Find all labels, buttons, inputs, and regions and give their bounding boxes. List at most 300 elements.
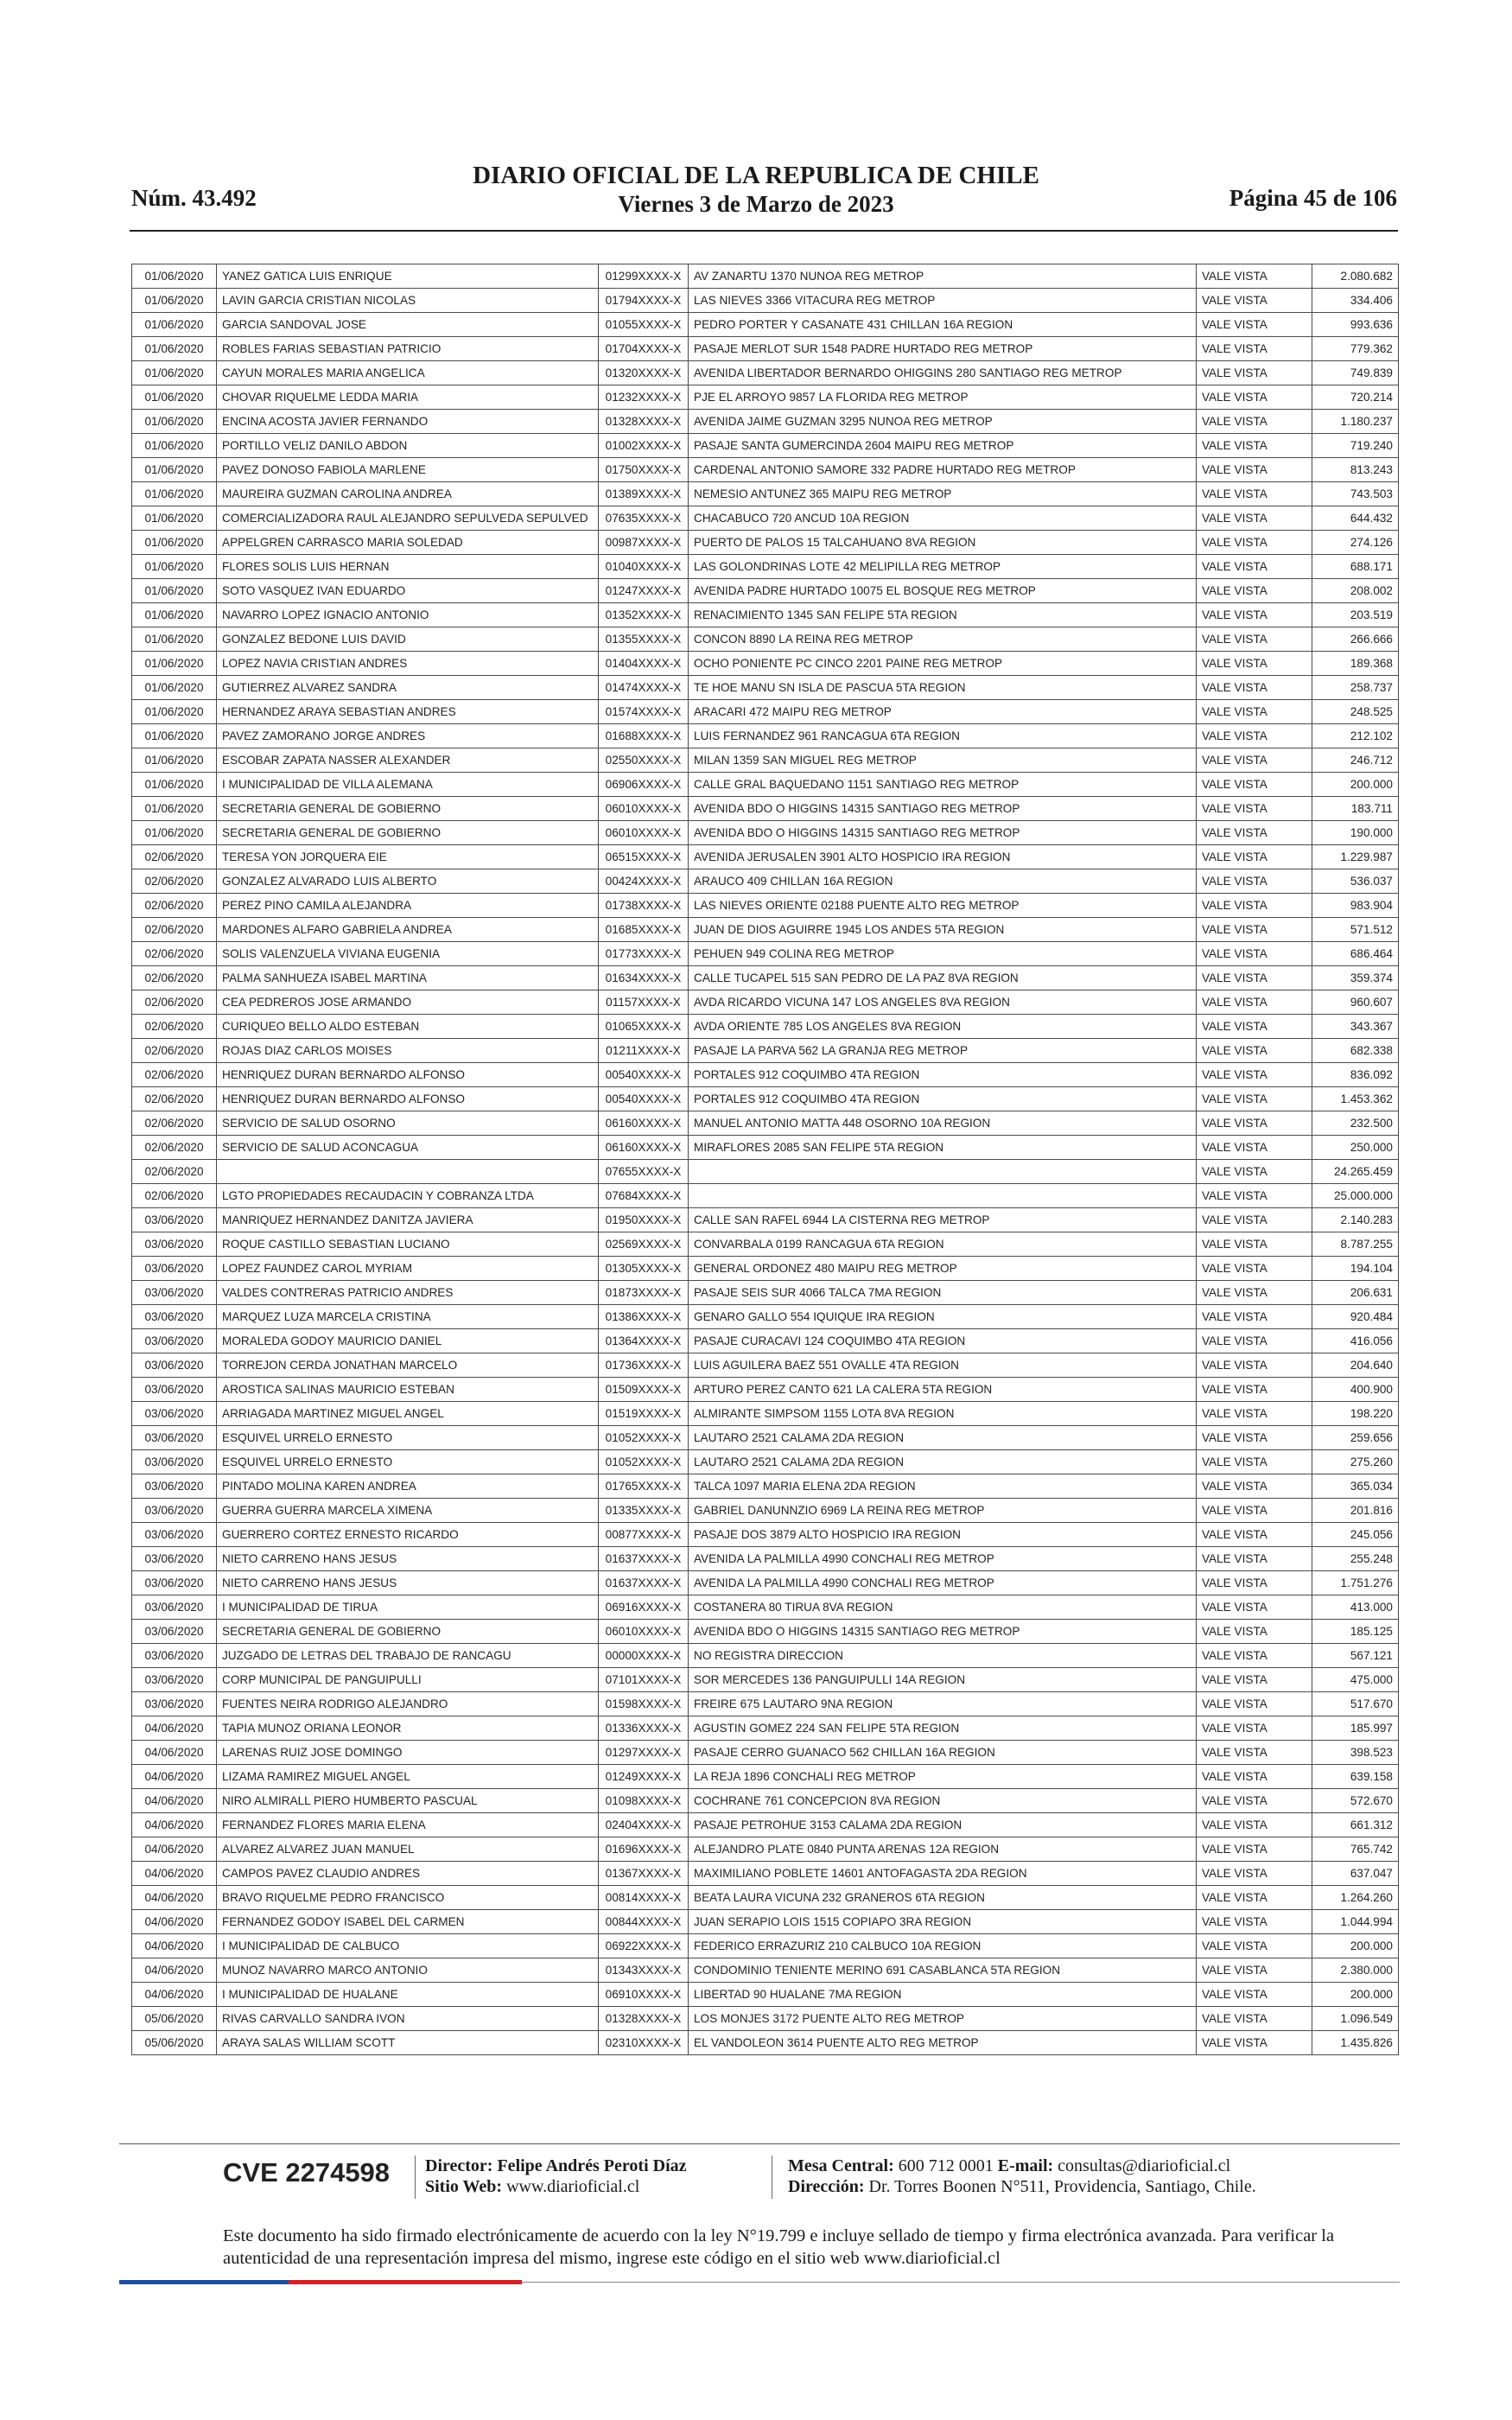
payment-date: 01/06/2020: [132, 652, 217, 676]
rut-masked: 00540XXXX-X: [599, 1063, 689, 1087]
payment-method: VALE VISTA: [1197, 1692, 1312, 1716]
beneficiary-name: VALDES CONTRERAS PATRICIO ANDRES: [217, 1281, 599, 1305]
address: ARTURO PEREZ CANTO 621 LA CALERA 5TA REGION: [689, 1378, 1197, 1402]
payment-date: 03/06/2020: [132, 1329, 217, 1353]
address: PASAJE SEIS SUR 4066 TALCA 7MA REGION: [689, 1281, 1197, 1305]
amount: 24.265.459: [1312, 1160, 1399, 1184]
table-row: [132, 1741, 1399, 1765]
payment-date: 03/06/2020: [132, 1474, 217, 1499]
rut-masked: 07101XXXX-X: [599, 1668, 689, 1692]
table-row: [132, 724, 1399, 748]
address: AVENIDA LA PALMILLA 4990 CONCHALI REG METROP: [689, 1571, 1197, 1595]
rut-masked: 01474XXXX-X: [599, 676, 689, 700]
beneficiary-name: LOPEZ FAUNDEZ CAROL MYRIAM: [217, 1257, 599, 1281]
rut-masked: 01509XXXX-X: [599, 1378, 689, 1402]
payment-date: 01/06/2020: [132, 579, 217, 603]
payment-date: 01/06/2020: [132, 748, 217, 773]
address: GABRIEL DANUNNZIO 6969 LA REINA REG METROP: [689, 1499, 1197, 1523]
payment-method: VALE VISTA: [1197, 1063, 1312, 1087]
amount: 200.000: [1312, 773, 1399, 797]
beneficiary-name: GARCIA SANDOVAL JOSE: [217, 313, 599, 337]
payment-method: VALE VISTA: [1197, 1305, 1312, 1329]
address: MIRAFLORES 2085 SAN FELIPE 5TA REGION: [689, 1136, 1197, 1160]
payment-date: 01/06/2020: [132, 724, 217, 748]
rut-masked: 07684XXXX-X: [599, 1184, 689, 1208]
beneficiary-name: SECRETARIA GENERAL DE GOBIERNO: [217, 1620, 599, 1644]
amount: 960.607: [1312, 990, 1399, 1015]
payments-table-body: [132, 264, 1399, 2055]
beneficiary-name: I MUNICIPALIDAD DE HUALANE: [217, 1983, 599, 2007]
beneficiary-name: SOLIS VALENZUELA VIVIANA EUGENIA: [217, 942, 599, 966]
rut-masked: 01297XXXX-X: [599, 1741, 689, 1765]
table-row: [132, 1547, 1399, 1571]
amount: 637.047: [1312, 1862, 1399, 1886]
payment-date: 01/06/2020: [132, 531, 217, 555]
payment-method: VALE VISTA: [1197, 1910, 1312, 1934]
address: PASAJE CERRO GUANACO 562 CHILLAN 16A REGION: [689, 1741, 1197, 1765]
flag-bar: [119, 2280, 1400, 2284]
address: AVENIDA PADRE HURTADO 10075 EL BOSQUE REG METROP: [689, 579, 1197, 603]
table-row: [132, 1523, 1399, 1547]
address: PEHUEN 949 COLINA REG METROP: [689, 942, 1197, 966]
beneficiary-name: CEA PEDREROS JOSE ARMANDO: [217, 990, 599, 1015]
table-row: [132, 579, 1399, 603]
table-row: [132, 869, 1399, 894]
payment-method: VALE VISTA: [1197, 1983, 1312, 2007]
beneficiary-name: APPELGREN CARRASCO MARIA SOLEDAD: [217, 531, 599, 555]
amount: 572.670: [1312, 1789, 1399, 1813]
email-label: E-mail:: [997, 2156, 1054, 2175]
payment-date: 03/06/2020: [132, 1547, 217, 1571]
payment-date: 01/06/2020: [132, 603, 217, 627]
rut-masked: 02569XXXX-X: [599, 1232, 689, 1257]
payment-date: 03/06/2020: [132, 1644, 217, 1668]
table-row: [132, 1378, 1399, 1402]
beneficiary-name: AROSTICA SALINAS MAURICIO ESTEBAN: [217, 1378, 599, 1402]
address: PASAJE DOS 3879 ALTO HOSPICIO IRA REGION: [689, 1523, 1197, 1547]
rut-masked: 01738XXXX-X: [599, 894, 689, 918]
amount: 1.435.826: [1312, 2031, 1399, 2055]
rut-masked: 01249XXXX-X: [599, 1765, 689, 1789]
payment-method: VALE VISTA: [1197, 1837, 1312, 1862]
address: LA REJA 1896 CONCHALI REG METROP: [689, 1765, 1197, 1789]
flag-bar-rule: [522, 2282, 1400, 2283]
amount: 189.368: [1312, 652, 1399, 676]
rut-masked: 00540XXXX-X: [599, 1087, 689, 1111]
table-row: [132, 1595, 1399, 1620]
address: PORTALES 912 COQUIMBO 4TA REGION: [689, 1063, 1197, 1087]
rut-masked: 06160XXXX-X: [599, 1111, 689, 1136]
payment-date: 05/06/2020: [132, 2007, 217, 2031]
rut-masked: 01364XXXX-X: [599, 1329, 689, 1353]
address: AVENIDA JAIME GUZMAN 3295 NUNOA REG METROP: [689, 410, 1197, 434]
payment-method: VALE VISTA: [1197, 918, 1312, 942]
payment-date: 01/06/2020: [132, 482, 217, 506]
rut-masked: 01305XXXX-X: [599, 1257, 689, 1281]
address: JUAN DE DIOS AGUIRRE 1945 LOS ANDES 5TA REGION: [689, 918, 1197, 942]
beneficiary-name: MAUREIRA GUZMAN CAROLINA ANDREA: [217, 482, 599, 506]
beneficiary-name: SECRETARIA GENERAL DE GOBIERNO: [217, 821, 599, 845]
beneficiary-name: ARRIAGADA MARTINEZ MIGUEL ANGEL: [217, 1402, 599, 1426]
beneficiary-name: TAPIA MUNOZ ORIANA LEONOR: [217, 1716, 599, 1741]
payment-method: VALE VISTA: [1197, 1111, 1312, 1136]
amount: 571.512: [1312, 918, 1399, 942]
payment-date: 01/06/2020: [132, 821, 217, 845]
beneficiary-name: MORALEDA GODOY MAURICIO DANIEL: [217, 1329, 599, 1353]
amount: 248.525: [1312, 700, 1399, 724]
payment-method: VALE VISTA: [1197, 1813, 1312, 1837]
beneficiary-name: JUZGADO DE LETRAS DEL TRABAJO DE RANCAGU: [217, 1644, 599, 1668]
table-row: [132, 1644, 1399, 1668]
table-row: [132, 1474, 1399, 1499]
amount: 359.374: [1312, 966, 1399, 990]
rut-masked: 01247XXXX-X: [599, 579, 689, 603]
payment-method: VALE VISTA: [1197, 773, 1312, 797]
amount: 720.214: [1312, 385, 1399, 410]
table-row: [132, 894, 1399, 918]
table-row: [132, 506, 1399, 531]
table-row: [132, 410, 1399, 434]
payment-method: VALE VISTA: [1197, 555, 1312, 579]
payment-method: VALE VISTA: [1197, 458, 1312, 482]
payment-method: VALE VISTA: [1197, 1644, 1312, 1668]
address: TALCA 1097 MARIA ELENA 2DA REGION: [689, 1474, 1197, 1499]
payment-method: VALE VISTA: [1197, 821, 1312, 845]
rut-masked: 02550XXXX-X: [599, 748, 689, 773]
publication-date: Viernes 3 de Marzo de 2023: [618, 191, 894, 217]
address: [689, 1184, 1197, 1208]
payment-method: VALE VISTA: [1197, 724, 1312, 748]
payment-date: 03/06/2020: [132, 1499, 217, 1523]
amount: 198.220: [1312, 1402, 1399, 1426]
rut-masked: 01637XXXX-X: [599, 1547, 689, 1571]
payment-date: 01/06/2020: [132, 289, 217, 313]
address: CARDENAL ANTONIO SAMORE 332 PADRE HURTADO REG METROP: [689, 458, 1197, 482]
payment-date: 04/06/2020: [132, 1886, 217, 1910]
table-row: [132, 918, 1399, 942]
address: MAXIMILIANO POBLETE 14601 ANTOFAGASTA 2DA REGION: [689, 1862, 1197, 1886]
beneficiary-name: GUTIERREZ ALVAREZ SANDRA: [217, 676, 599, 700]
amount: 749.839: [1312, 361, 1399, 385]
rut-masked: 00987XXXX-X: [599, 531, 689, 555]
payment-method: VALE VISTA: [1197, 1378, 1312, 1402]
table-row: [132, 1353, 1399, 1378]
payment-method: VALE VISTA: [1197, 1595, 1312, 1620]
payment-date: 01/06/2020: [132, 264, 217, 289]
table-row: [132, 603, 1399, 627]
rut-masked: 01637XXXX-X: [599, 1571, 689, 1595]
amount: 232.500: [1312, 1111, 1399, 1136]
amount: 413.000: [1312, 1595, 1399, 1620]
payment-method: VALE VISTA: [1197, 434, 1312, 458]
site-label: Sitio Web:: [425, 2177, 503, 2196]
table-row: [132, 1063, 1399, 1087]
beneficiary-name: NIRO ALMIRALL PIERO HUMBERTO PASCUAL: [217, 1789, 599, 1813]
beneficiary-name: GUERRERO CORTEZ ERNESTO RICARDO: [217, 1523, 599, 1547]
rut-masked: 07635XXXX-X: [599, 506, 689, 531]
beneficiary-name: I MUNICIPALIDAD DE VILLA ALEMANA: [217, 773, 599, 797]
beneficiary-name: CURIQUEO BELLO ALDO ESTEBAN: [217, 1015, 599, 1039]
beneficiary-name: ARAYA SALAS WILLIAM SCOTT: [217, 2031, 599, 2055]
amount: 1.096.549: [1312, 2007, 1399, 2031]
beneficiary-name: [217, 1160, 599, 1184]
amount: 398.523: [1312, 1741, 1399, 1765]
payment-method: VALE VISTA: [1197, 1353, 1312, 1378]
payment-method: VALE VISTA: [1197, 1668, 1312, 1692]
payment-method: VALE VISTA: [1197, 1523, 1312, 1547]
amount: 836.092: [1312, 1063, 1399, 1087]
table-row: [132, 1329, 1399, 1353]
address: AVENIDA BDO O HIGGINS 14315 SANTIAGO REG METROP: [689, 797, 1197, 821]
table-row: [132, 1837, 1399, 1862]
beneficiary-name: NAVARRO LOPEZ IGNACIO ANTONIO: [217, 603, 599, 627]
payment-date: 03/06/2020: [132, 1353, 217, 1378]
payment-date: 01/06/2020: [132, 410, 217, 434]
rut-masked: 01685XXXX-X: [599, 918, 689, 942]
rut-masked: 01336XXXX-X: [599, 1716, 689, 1741]
amount: 517.670: [1312, 1692, 1399, 1716]
table-row: [132, 1184, 1399, 1208]
address: PUERTO DE PALOS 15 TALCAHUANO 8VA REGION: [689, 531, 1197, 555]
rut-masked: 06515XXXX-X: [599, 845, 689, 869]
amount: 983.904: [1312, 894, 1399, 918]
address: LAUTARO 2521 CALAMA 2DA REGION: [689, 1450, 1197, 1474]
beneficiary-name: ROQUE CASTILLO SEBASTIAN LUCIANO: [217, 1232, 599, 1257]
beneficiary-name: LGTO PROPIEDADES RECAUDACIN Y COBRANZA LTDA: [217, 1184, 599, 1208]
payment-date: 03/06/2020: [132, 1692, 217, 1716]
payment-date: 03/06/2020: [132, 1208, 217, 1232]
payment-method: VALE VISTA: [1197, 337, 1312, 361]
site-url[interactable]: www.diarioficial.cl: [506, 2177, 640, 2196]
payment-method: VALE VISTA: [1197, 264, 1312, 289]
payment-method: VALE VISTA: [1197, 1426, 1312, 1450]
rut-masked: 01320XXXX-X: [599, 361, 689, 385]
header-rule: [130, 230, 1398, 232]
address: MILAN 1359 SAN MIGUEL REG METROP: [689, 748, 1197, 773]
address: PASAJE SANTA GUMERCINDA 2604 MAIPU REG METROP: [689, 434, 1197, 458]
payment-method: VALE VISTA: [1197, 1232, 1312, 1257]
amount: 1.044.994: [1312, 1910, 1399, 1934]
payment-date: 03/06/2020: [132, 1232, 217, 1257]
payment-method: VALE VISTA: [1197, 1136, 1312, 1160]
table-row: [132, 748, 1399, 773]
rut-masked: 01211XXXX-X: [599, 1039, 689, 1063]
amount: 1.264.260: [1312, 1886, 1399, 1910]
payment-method: VALE VISTA: [1197, 894, 1312, 918]
rut-masked: 01765XXXX-X: [599, 1474, 689, 1499]
amount: 201.816: [1312, 1499, 1399, 1523]
payment-method: VALE VISTA: [1197, 531, 1312, 555]
address: PEDRO PORTER Y CASANATE 431 CHILLAN 16A REGION: [689, 313, 1197, 337]
beneficiary-name: SERVICIO DE SALUD ACONCAGUA: [217, 1136, 599, 1160]
payment-date: 03/06/2020: [132, 1426, 217, 1450]
address: TE HOE MANU SN ISLA DE PASCUA 5TA REGION: [689, 676, 1197, 700]
table-row: [132, 797, 1399, 821]
amount: 1.229.987: [1312, 845, 1399, 869]
payment-method: VALE VISTA: [1197, 1474, 1312, 1499]
payment-method: VALE VISTA: [1197, 1958, 1312, 1983]
payment-method: VALE VISTA: [1197, 1087, 1312, 1111]
footer-rule: [119, 2143, 1400, 2144]
amount: 190.000: [1312, 821, 1399, 845]
address: LAUTARO 2521 CALAMA 2DA REGION: [689, 1426, 1197, 1450]
payments-table: [131, 264, 1399, 2055]
address: RENACIMIENTO 1345 SAN FELIPE 5TA REGION: [689, 603, 1197, 627]
amount: 2.140.283: [1312, 1208, 1399, 1232]
table-row: [132, 1813, 1399, 1837]
signature-note: Este documento ha sido firmado electrónicamente de acuerdo con la ley N°19.799 e incluye sellado de tiempo y firma electrónica avanzada. Para verificar la autenticidad de una representación impresa del mismo, ingrese este código en el sitio web www.diarioficial.cl: [223, 2226, 1335, 2268]
beneficiary-name: I MUNICIPALIDAD DE TIRUA: [217, 1595, 599, 1620]
email-address[interactable]: consultas@diarioficial.cl: [1058, 2156, 1231, 2175]
table-row: [132, 1232, 1399, 1257]
rut-masked: 01950XXXX-X: [599, 1208, 689, 1232]
payment-method: VALE VISTA: [1197, 1620, 1312, 1644]
rut-masked: 01519XXXX-X: [599, 1402, 689, 1426]
amount: 200.000: [1312, 1934, 1399, 1958]
beneficiary-name: FUENTES NEIRA RODRIGO ALEJANDRO: [217, 1692, 599, 1716]
beneficiary-name: PALMA SANHUEZA ISABEL MARTINA: [217, 966, 599, 990]
payment-date: 01/06/2020: [132, 627, 217, 652]
payment-date: 04/06/2020: [132, 1910, 217, 1934]
address: AVENIDA BDO O HIGGINS 14315 SANTIAGO REG METROP: [689, 821, 1197, 845]
address: PASAJE PETROHUE 3153 CALAMA 2DA REGION: [689, 1813, 1197, 1837]
beneficiary-name: LOPEZ NAVIA CRISTIAN ANDRES: [217, 652, 599, 676]
address: AVDA ORIENTE 785 LOS ANGELES 8VA REGION: [689, 1015, 1197, 1039]
payment-method: VALE VISTA: [1197, 1886, 1312, 1910]
payment-method: VALE VISTA: [1197, 845, 1312, 869]
rut-masked: 01052XXXX-X: [599, 1426, 689, 1450]
address: FREIRE 675 LAUTARO 9NA REGION: [689, 1692, 1197, 1716]
rut-masked: 01040XXXX-X: [599, 555, 689, 579]
address: LAS GOLONDRINAS LOTE 42 MELIPILLA REG METROP: [689, 555, 1197, 579]
payment-date: 01/06/2020: [132, 700, 217, 724]
payment-date: 01/06/2020: [132, 313, 217, 337]
payment-date: 01/06/2020: [132, 337, 217, 361]
beneficiary-name: TORREJON CERDA JONATHAN MARCELO: [217, 1353, 599, 1378]
table-row: [132, 1087, 1399, 1111]
payment-date: 04/06/2020: [132, 1789, 217, 1813]
payment-date: 03/06/2020: [132, 1402, 217, 1426]
beneficiary-name: PINTADO MOLINA KAREN ANDREA: [217, 1474, 599, 1499]
payment-date: 04/06/2020: [132, 1813, 217, 1837]
table-row: [132, 1136, 1399, 1160]
beneficiary-name: NIETO CARRENO HANS JESUS: [217, 1571, 599, 1595]
payment-method: VALE VISTA: [1197, 1257, 1312, 1281]
rut-masked: 01002XXXX-X: [599, 434, 689, 458]
payment-method: VALE VISTA: [1197, 1208, 1312, 1232]
amount: 343.367: [1312, 1015, 1399, 1039]
payment-method: VALE VISTA: [1197, 410, 1312, 434]
table-row: [132, 361, 1399, 385]
table-row: [132, 1668, 1399, 1692]
payment-date: 02/06/2020: [132, 966, 217, 990]
rut-masked: 01232XXXX-X: [599, 385, 689, 410]
address: PJE EL ARROYO 9857 LA FLORIDA REG METROP: [689, 385, 1197, 410]
rut-masked: 01773XXXX-X: [599, 942, 689, 966]
mesa-phone: 600 712 0001: [898, 2156, 994, 2175]
amount: 639.158: [1312, 1765, 1399, 1789]
payment-method: VALE VISTA: [1197, 1862, 1312, 1886]
table-row: [132, 1450, 1399, 1474]
table-row: [132, 434, 1399, 458]
amount: 765.742: [1312, 1837, 1399, 1862]
table-row: [132, 966, 1399, 990]
rut-masked: 01404XXXX-X: [599, 652, 689, 676]
payment-method: VALE VISTA: [1197, 603, 1312, 627]
beneficiary-name: SOTO VASQUEZ IVAN EDUARDO: [217, 579, 599, 603]
table-row: [132, 1862, 1399, 1886]
rut-masked: 01794XXXX-X: [599, 289, 689, 313]
payment-method: VALE VISTA: [1197, 482, 1312, 506]
address: AVENIDA BDO O HIGGINS 14315 SANTIAGO REG METROP: [689, 1620, 1197, 1644]
beneficiary-name: PAVEZ DONOSO FABIOLA MARLENE: [217, 458, 599, 482]
table-row: [132, 1983, 1399, 2007]
rut-masked: 01574XXXX-X: [599, 700, 689, 724]
rut-masked: 01704XXXX-X: [599, 337, 689, 361]
cve-code: CVE 2274598: [223, 2157, 391, 2188]
beneficiary-name: HENRIQUEZ DURAN BERNARDO ALFONSO: [217, 1087, 599, 1111]
amount: 779.362: [1312, 337, 1399, 361]
beneficiary-name: SECRETARIA GENERAL DE GOBIERNO: [217, 797, 599, 821]
address: AV ZANARTU 1370 NUNOA REG METROP: [689, 264, 1197, 289]
beneficiary-name: ROBLES FARIAS SEBASTIAN PATRICIO: [217, 337, 599, 361]
payment-date: 03/06/2020: [132, 1668, 217, 1692]
payment-method: VALE VISTA: [1197, 1329, 1312, 1353]
address: AVENIDA LIBERTADOR BERNARDO OHIGGINS 280 SANTIAGO REG METROP: [689, 361, 1197, 385]
rut-masked: 01696XXXX-X: [599, 1837, 689, 1862]
beneficiary-name: GUERRA GUERRA MARCELA XIMENA: [217, 1499, 599, 1523]
rut-masked: 06010XXXX-X: [599, 1620, 689, 1644]
address-label: Dirección:: [788, 2177, 865, 2196]
amount: 185.125: [1312, 1620, 1399, 1644]
rut-masked: 01389XXXX-X: [599, 482, 689, 506]
beneficiary-name: FLORES SOLIS LUIS HERNAN: [217, 555, 599, 579]
amount: 266.666: [1312, 627, 1399, 652]
rut-masked: 00877XXXX-X: [599, 1523, 689, 1547]
table-row: [132, 289, 1399, 313]
table-row: [132, 1281, 1399, 1305]
table-row: [132, 942, 1399, 966]
amount: 365.034: [1312, 1474, 1399, 1499]
address: CONVARBALA 0199 RANCAGUA 6TA REGION: [689, 1232, 1197, 1257]
page-number: Página 45 de 106: [1229, 185, 1397, 211]
amount: 644.432: [1312, 506, 1399, 531]
payment-date: 01/06/2020: [132, 434, 217, 458]
payment-date: 01/06/2020: [132, 555, 217, 579]
amount: 661.312: [1312, 1813, 1399, 1837]
table-row: [132, 385, 1399, 410]
beneficiary-name: ESQUIVEL URRELO ERNESTO: [217, 1450, 599, 1474]
rut-masked: 01598XXXX-X: [599, 1692, 689, 1716]
rut-masked: 01367XXXX-X: [599, 1862, 689, 1886]
address: LUIS AGUILERA BAEZ 551 OVALLE 4TA REGION: [689, 1353, 1197, 1378]
payment-method: VALE VISTA: [1197, 289, 1312, 313]
table-row: [132, 1716, 1399, 1741]
publication-title: DIARIO OFICIAL DE LA REPUBLICA DE CHILE: [473, 162, 1039, 189]
table-row: [132, 1958, 1399, 1983]
address: OCHO PONIENTE PC CINCO 2201 PAINE REG METROP: [689, 652, 1197, 676]
beneficiary-name: NIETO CARRENO HANS JESUS: [217, 1547, 599, 1571]
address: CALLE TUCAPEL 515 SAN PEDRO DE LA PAZ 8VA REGION: [689, 966, 1197, 990]
payment-method: VALE VISTA: [1197, 506, 1312, 531]
payment-date: 02/06/2020: [132, 1184, 217, 1208]
beneficiary-name: FERNANDEZ GODOY ISABEL DEL CARMEN: [217, 1910, 599, 1934]
payment-method: VALE VISTA: [1197, 1765, 1312, 1789]
payment-method: VALE VISTA: [1197, 1547, 1312, 1571]
beneficiary-name: RIVAS CARVALLO SANDRA IVON: [217, 2007, 599, 2031]
amount: 475.000: [1312, 1668, 1399, 1692]
beneficiary-name: SERVICIO DE SALUD OSORNO: [217, 1111, 599, 1136]
